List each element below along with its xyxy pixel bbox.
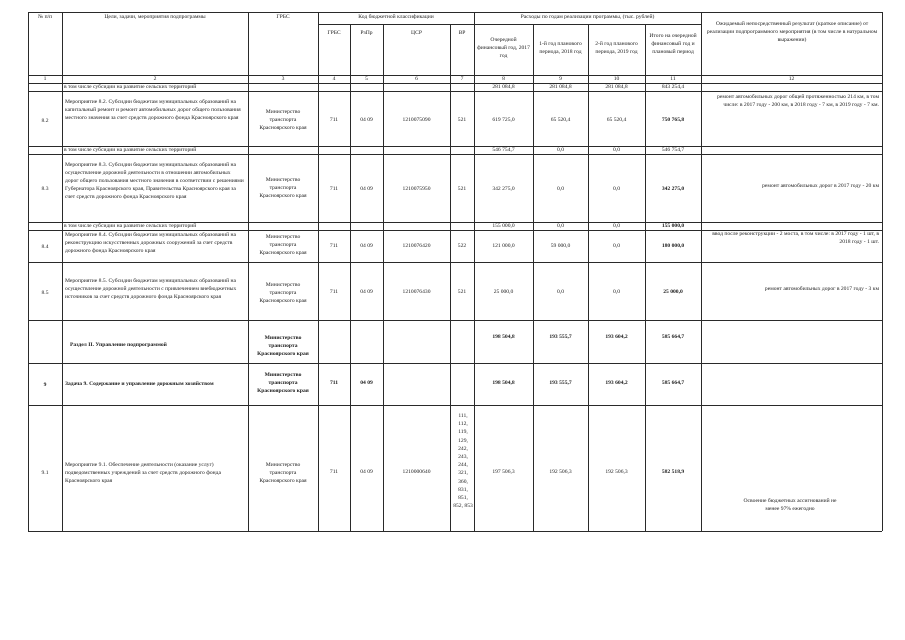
amount-total: 750 765,8 (661, 117, 685, 123)
table-rule (383, 24, 384, 531)
amount-2017: 198 504,8 (492, 380, 515, 386)
amount-2018: 193 555,7 (549, 334, 572, 340)
amount-2019: 0,0 (613, 289, 620, 295)
table-rule (248, 12, 249, 531)
table-rule (350, 24, 351, 531)
header-code-group: Код бюджетной классификации (358, 14, 434, 20)
csr-code: 1210075950 (402, 186, 431, 192)
rural-subsidy-2017: 546 754,7 (492, 147, 515, 153)
measure-name: Мероприятие 8.2. Субсидии бюджетам муниципальных образований на капитальный ремонт и ремонт автомобильных дорог общего пользования местного значения за счет средств дорожного фонда Красноярского края (65, 99, 241, 121)
row-number: 9 (43, 382, 47, 388)
expected-result: ремонт автомобильных дорог в 2017 году - 20 км (762, 183, 879, 189)
amount-2018: 193 555,7 (549, 380, 572, 386)
vr-code: 522 (457, 243, 467, 249)
csr-code: 1210000640 (402, 469, 431, 475)
col-number: 12 (788, 76, 795, 82)
table-rule (28, 405, 882, 406)
table-rule (62, 12, 63, 531)
header-sub-2019: 2-й год планового периода, 2019 год (595, 41, 638, 55)
measure-name: Мероприятие 8.5. Субсидии бюджетам муниципальных образований на осуществление дорожной деятельности с привлечением внебюджетных источников за счет средств дорожного фонда Красноярского края (65, 278, 237, 300)
amount-total: 582 518,9 (661, 469, 685, 475)
grbs-code: 711 (329, 117, 339, 123)
amount-2018: 192 506,3 (549, 469, 572, 475)
header-sub-2017: Очередной финансовый год, 2017 год (477, 37, 530, 59)
row-number: 8.5 (41, 290, 49, 296)
amount-2017: 25 000,0 (493, 289, 514, 295)
grbs-code: 711 (329, 289, 339, 295)
vr-code: 521 (457, 117, 467, 123)
table-rule (28, 262, 882, 263)
amount-2019: 192 506,3 (605, 469, 628, 475)
rural-subsidy-2019: 281 084,8 (605, 84, 628, 90)
task-name: Задача 9. Содержание и управление дорожным хозяйством (65, 381, 214, 387)
amount-2019: 193 604,2 (605, 334, 628, 340)
expected-result: ввод после реконструкции - 2 моста, в том числе: в 2017 году - 1 шт, в 2018 году - 1 шт. (712, 231, 879, 245)
amount-total: 25 000,0 (663, 289, 683, 295)
rural-subsidy-total: 546 754,7 (661, 147, 685, 153)
amount-2019: 193 604,2 (605, 380, 628, 386)
grbs-name: Министерство транспорта Красноярского края (259, 462, 307, 484)
rural-subsidy-total: 843 254,4 (661, 84, 685, 90)
col-number: 7 (460, 76, 464, 82)
col-number: 2 (153, 76, 157, 82)
table-rule (318, 12, 319, 531)
amount-2017: 197 506,3 (492, 469, 515, 475)
amount-total: 585 664,7 (661, 380, 685, 386)
table-rule (28, 154, 882, 155)
col-number: 11 (670, 76, 676, 82)
rzpr-code: 04 09 (360, 117, 373, 123)
grbs-name: Министерство транспорта Красноярского края (257, 372, 309, 394)
csr-code: 1210075090 (402, 117, 431, 123)
grbs-code: 711 (329, 469, 339, 475)
measure-name: Мероприятие 9.1. Обеспечение деятельности (оказание услуг) подведомственных учреждений за счет средств дорожного фонда Красноярского края (65, 462, 221, 484)
table-rule (318, 24, 701, 25)
amount-2017: 619 725,0 (492, 117, 515, 123)
amount-2018: 0,0 (557, 186, 564, 192)
measure-name: Мероприятие 8.4. Субсидии бюджетам муниципальных образований на реконструкцию искусственных дорожных сооружений за счет средств дорожного фонда Красноярского края (65, 232, 237, 254)
table-rule (28, 320, 882, 321)
table-rule (588, 24, 589, 531)
rural-subsidy-2018: 0,0 (557, 223, 564, 229)
col-number: 9 (559, 76, 562, 82)
rzpr-code: 04 09 (360, 380, 373, 386)
table-top-border (28, 12, 882, 13)
header-expense-group: Расходы по годам реализации программы, (тыс. рублей) (520, 14, 655, 20)
table-rule (645, 24, 646, 531)
table-rule (882, 12, 883, 531)
amount-2017: 121 000,0 (492, 243, 515, 249)
grbs-name: Министерство транспорта Красноярского края (259, 234, 307, 256)
csr-code: 1210076420 (402, 243, 431, 249)
grbs-name: Министерство транспорта Красноярского края (259, 177, 307, 199)
header-sub-total: Итого на очередной финансовый год и плановый период (649, 33, 697, 55)
header-sub-grbs: ГРБС (327, 30, 341, 36)
table-rule (28, 91, 882, 92)
vr-code-list: 111, 112, 119, 129, 242, 243, 244, 321, 360, 831, 851, 852, 853 (453, 413, 473, 510)
col-number: 1 (43, 76, 47, 82)
section-title: Раздел II. Управление подпрограммой (70, 342, 167, 348)
rzpr-code: 04 09 (360, 186, 373, 192)
header-result: Ожидаемый непосредственный результат (краткое описание) от реализации подпрограммного мероприятия (в том числе в натуральном выражении) (706, 21, 878, 43)
amount-2019: 65 520,4 (606, 117, 627, 123)
amount-2017: 342 275,0 (492, 186, 515, 192)
col-number: 4 (332, 76, 336, 82)
header-sub-vr: ВР (458, 30, 466, 36)
table-rule (701, 12, 702, 531)
measure-name: Мероприятие 8.3. Субсидии бюджетам муниципальных образований на осуществление дорожной деятельности в отношении автомобильных дорог общего пользования местного значения в соответствии с решениями Губернатора Красноярского края, Правительства Красноярского края за счет средств дорожного фонда Красноярского края (65, 162, 244, 200)
expected-result: Освоение бюджетных ассигнований не менее 97% ежегодно (743, 498, 837, 512)
rural-subsidy-label: в том числе субсидии на развитие сельских территорий (64, 223, 197, 229)
rzpr-code: 04 09 (360, 243, 373, 249)
col-number: 10 (613, 76, 620, 82)
rural-subsidy-2019: 0,0 (613, 223, 620, 229)
rzpr-code: 04 09 (360, 289, 373, 295)
expected-result: ремонт автомобильных дорог в 2017 году - 3 км (764, 286, 879, 292)
table-rule (533, 24, 534, 531)
amount-2019: 0,0 (613, 243, 620, 249)
row-number: 8.2 (41, 118, 49, 124)
rural-subsidy-label: в том числе субсидии на развитие сельских территорий (64, 84, 197, 90)
rural-subsidy-label: в том числе субсидии на развитие сельских территорий (64, 147, 197, 153)
col-number: 6 (415, 76, 418, 82)
row-number: 8.3 (41, 186, 49, 192)
rzpr-code: 04 09 (360, 469, 373, 475)
row-number: 9.1 (41, 470, 49, 476)
amount-2017: 198 504,8 (492, 334, 515, 340)
rural-subsidy-2017: 281 084,8 (492, 84, 515, 90)
table-rule (28, 363, 882, 364)
amount-total: 180 000,0 (661, 243, 685, 249)
col-number: 3 (281, 76, 285, 82)
header-sub-rzpr: РзПр (360, 30, 373, 36)
expected-result: ремонт автомобильных дорог общей протяженностью 214 км, в том числе: в 2017 году - 200 км, в 2018 году - 7 км, в 2019 году - 7 км. (717, 94, 879, 108)
rural-subsidy-2018: 281 084,8 (549, 84, 572, 90)
table-bottom-border (28, 531, 882, 532)
grbs-name: Министерство транспорта Красноярского края (257, 335, 309, 357)
header-sub-2018: 1-й год планового периода, 2018 год (539, 41, 582, 55)
table-rule (450, 24, 451, 531)
col-number: 8 (502, 76, 505, 82)
amount-2019: 0,0 (613, 186, 620, 192)
amount-2018: 65 520,4 (550, 117, 571, 123)
col-number: 5 (365, 76, 368, 82)
table-rule (28, 12, 29, 531)
vr-code: 521 (457, 289, 467, 295)
grbs-name: Министерство транспорта Красноярского края (259, 109, 307, 131)
vr-code: 521 (457, 186, 467, 192)
header-num: № п/п (37, 14, 53, 20)
csr-code: 1210076430 (402, 289, 431, 295)
rural-subsidy-2019: 0,0 (613, 147, 620, 153)
rural-subsidy-total: 155 000,0 (661, 223, 685, 229)
rural-subsidy-2017: 155 000,0 (492, 223, 515, 229)
grbs-code: 711 (329, 380, 339, 386)
amount-2018: 59 000,0 (550, 243, 571, 249)
header-name: Цели, задачи, мероприятия подпрограммы (104, 14, 206, 20)
header-sub-csr: ЦСР (411, 30, 422, 36)
amount-total: 342 275,0 (661, 186, 685, 192)
header-grbs: ГРБС (276, 14, 290, 20)
rural-subsidy-2018: 0,0 (557, 147, 564, 153)
amount-total: 585 664,7 (661, 334, 685, 340)
grbs-code: 711 (329, 243, 339, 249)
row-number: 8.4 (41, 244, 49, 250)
amount-2018: 0,0 (557, 289, 564, 295)
grbs-code: 711 (329, 186, 339, 192)
grbs-name: Министерство транспорта Красноярского края (259, 282, 307, 304)
